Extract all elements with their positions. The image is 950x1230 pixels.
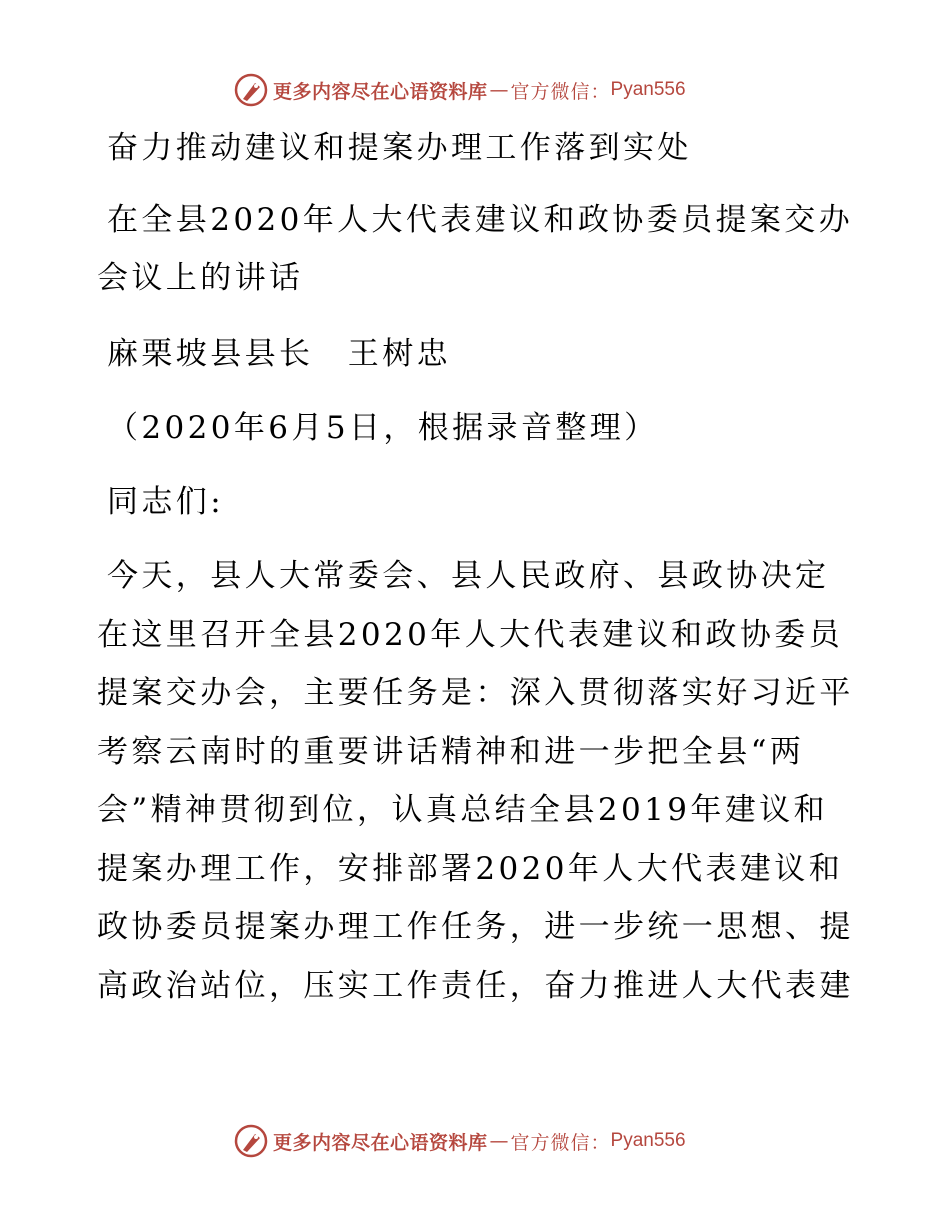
- body-line-5: 会”精神贯彻到位，认真总结全县2019年建议和: [97, 792, 828, 828]
- pen-nib-icon: [234, 1124, 268, 1158]
- header-watermark: [234, 72, 686, 108]
- watermark-site-text: 更多内容尽在心语资料库: [273, 80, 488, 103]
- watermark-wechat-id: Pyan556: [610, 1130, 686, 1151]
- body-line-8: 高政治站位，压实工作责任，奋力推进人大代表建: [97, 968, 854, 1004]
- watermark-wechat-label: 官方微信：: [510, 1131, 611, 1154]
- watermark-dash: —: [489, 79, 509, 101]
- document-date-note: （2020年6月5日，根据录音整理）: [107, 410, 659, 446]
- body-line-6: 提案办理工作，安排部署2020年人大代表建议和: [97, 851, 844, 887]
- body-line-2: 在这里召开全县2020年人大代表建议和政协委员: [97, 617, 844, 653]
- document-speaker: 麻栗坡县县长 王树忠: [107, 336, 451, 372]
- document-subtitle-line-2: 会议上的讲话: [97, 260, 304, 296]
- watermark-dash: —: [489, 1130, 509, 1152]
- document-title: 奋力推动建议和提案办理工作落到实处: [107, 130, 692, 166]
- watermark-wechat-id: Pyan556: [610, 79, 686, 100]
- body-line-7: 政协委员提案办理工作任务，进一步统一思想、提: [97, 909, 854, 945]
- body-line-4: 考察云南时的重要讲话精神和进一步把全县“两: [97, 734, 805, 770]
- document-subtitle-line-1: 在全县2020年人大代表建议和政协委员提案交办: [107, 202, 854, 238]
- watermark-site-text: 更多内容尽在心语资料库: [273, 1131, 488, 1154]
- body-line-1: 今天，县人大常委会、县人民政府、县政协决定: [107, 558, 830, 594]
- pen-nib-icon: [234, 73, 268, 107]
- watermark-wechat-label: 官方微信：: [510, 80, 611, 103]
- body-line-3: 提案交办会，主要任务是：深入贯彻落实好习近平: [97, 675, 854, 711]
- document-salutation: 同志们:: [107, 484, 225, 520]
- footer-watermark: [234, 1123, 686, 1159]
